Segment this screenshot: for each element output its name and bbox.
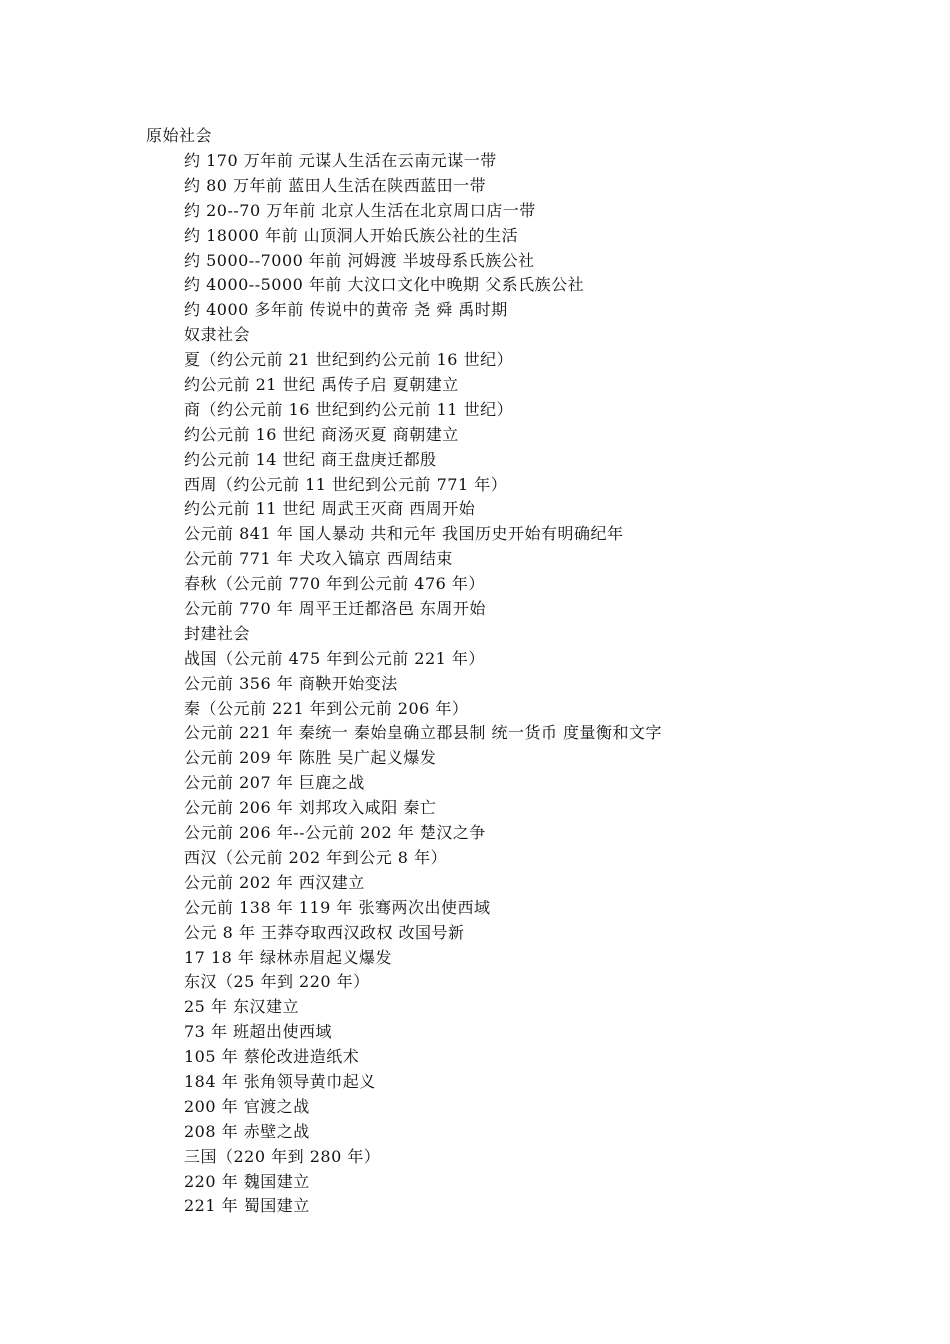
timeline-entry: 约 5000--7000 年前 河姆渡 半坡母系氏族公社 xyxy=(184,250,535,270)
timeline-entry: 208 年 赤壁之战 xyxy=(184,1121,310,1141)
timeline-entry: 约公元前 14 世纪 商王盘庚迁都殷 xyxy=(184,449,437,469)
timeline-entry: 约 170 万年前 元谋人生活在云南元谋一带 xyxy=(184,151,497,170)
section-heading: 原始社会 xyxy=(146,126,213,145)
timeline-entry: 221 年 蜀国建立 xyxy=(184,1196,310,1216)
timeline-entry: 公元前 841 年 国人暴动 共和元年 我国历史开始有明确纪年 xyxy=(184,524,624,544)
timeline-entry: 公元前 138 年 119 年 张骞两次出使西域 xyxy=(184,897,491,917)
timeline-entry: 200 年 官渡之战 xyxy=(184,1096,310,1116)
timeline-entry: 公元前 221 年 秦统一 秦始皇确立郡县制 统一货币 度量衡和文字 xyxy=(184,723,663,743)
timeline-entry: 约 4000--5000 年前 大汶口文化中晚期 父系氏族公社 xyxy=(184,275,585,295)
dynasty-heading: 春秋（公元前 770 年到公元前 476 年） xyxy=(184,574,485,594)
timeline-entry: 约公元前 21 世纪 禹传子启 夏朝建立 xyxy=(184,375,459,395)
dynasty-heading: 东汉（25 年到 220 年） xyxy=(184,972,370,992)
timeline-entry: 25 年 东汉建立 xyxy=(184,997,300,1017)
timeline-entry: 约 20--70 万年前 北京人生活在北京周口店一带 xyxy=(184,200,536,220)
timeline-entry: 公元前 202 年 西汉建立 xyxy=(184,872,365,892)
dynasty-heading: 西周（约公元前 11 世纪到公元前 771 年） xyxy=(184,474,508,494)
timeline-entry: 公元前 207 年 巨鹿之战 xyxy=(184,773,365,793)
timeline-entry: 约 80 万年前 蓝田人生活在陕西蓝田一带 xyxy=(184,175,487,195)
timeline-entry: 公元 8 年 王莽夺取西汉政权 改国号新 xyxy=(184,922,465,942)
timeline-entry: 约 4000 多年前 传说中的黄帝 尧 舜 禹时期 xyxy=(184,300,508,320)
timeline-entry: 约 18000 年前 山顶洞人开始氏族公社的生活 xyxy=(184,225,519,245)
dynasty-heading: 商（约公元前 16 世纪到约公元前 11 世纪） xyxy=(184,399,514,419)
section-heading: 封建社会 xyxy=(184,623,251,643)
timeline-entry: 约公元前 16 世纪 商汤灭夏 商朝建立 xyxy=(184,424,459,444)
timeline-entry: 公元前 356 年 商鞅开始变法 xyxy=(184,673,398,693)
timeline-entry: 公元前 206 年--公元前 202 年 楚汉之争 xyxy=(184,823,486,843)
timeline-list xyxy=(184,149,662,1219)
timeline-entry: 220 年 魏国建立 xyxy=(184,1171,310,1191)
timeline-entry: 公元前 770 年 周平王迁都洛邑 东周开始 xyxy=(184,599,486,619)
timeline-entry: 公元前 206 年 刘邦攻入咸阳 秦亡 xyxy=(184,798,437,818)
dynasty-heading: 秦（公元前 221 年到公元前 206 年） xyxy=(184,698,469,718)
timeline-entry: 17 18 年 绿林赤眉起义爆发 xyxy=(184,947,392,967)
dynasty-heading: 战国（公元前 475 年到公元前 221 年） xyxy=(184,648,485,668)
timeline-entry: 184 年 张角领导黄巾起义 xyxy=(184,1071,376,1091)
dynasty-heading: 夏（约公元前 21 世纪到约公元前 16 世纪） xyxy=(184,350,514,370)
dynasty-heading: 西汉（公元前 202 年到公元 8 年） xyxy=(184,847,448,867)
timeline-entry: 公元前 771 年 犬攻入镐京 西周结束 xyxy=(184,549,453,569)
dynasty-heading: 三国（220 年到 280 年） xyxy=(184,1146,381,1166)
timeline-entry: 73 年 班超出使西域 xyxy=(184,1022,333,1042)
timeline-entry: 公元前 209 年 陈胜 吴广起义爆发 xyxy=(184,748,437,768)
timeline-entry: 105 年 蔡伦改进造纸术 xyxy=(184,1047,360,1067)
timeline-entry: 约公元前 11 世纪 周武王灭商 西周开始 xyxy=(184,499,476,519)
section-heading: 奴隶社会 xyxy=(184,325,251,345)
